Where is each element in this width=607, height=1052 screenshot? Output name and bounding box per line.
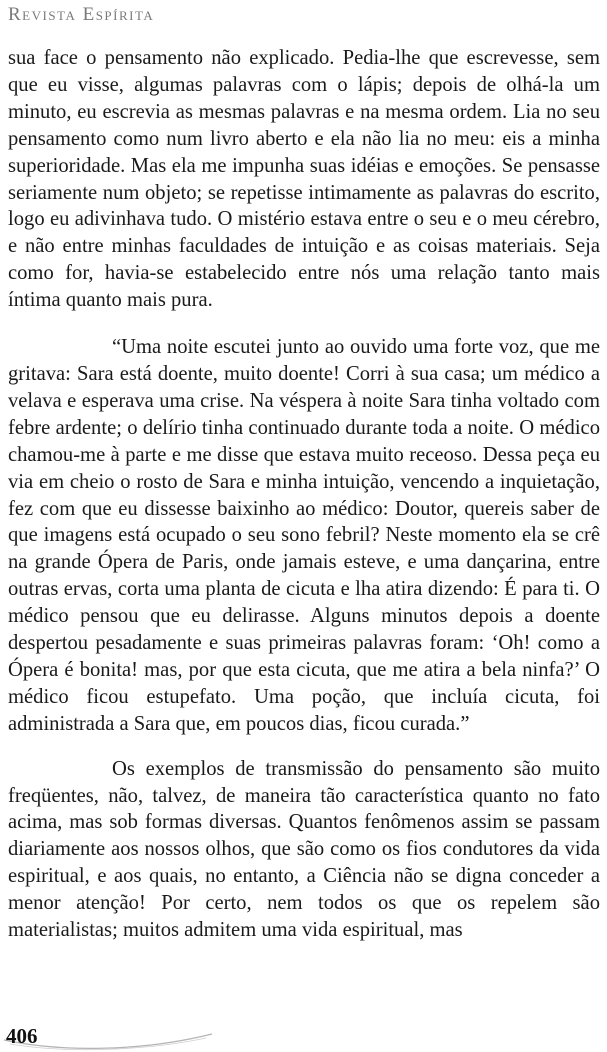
running-head-title: Revista Espírita [8, 4, 155, 25]
page-body [8, 45, 600, 944]
paragraph-continued: sua face o pensamento não explicado. Pedia-lhe que escrevesse, sem que eu visse, algumas palavras com o lápis; depois de olhá-la um minuto, eu escrevia as mesmas palavras e na mesma ordem. Lia no seu pensamento como num livro aberto e ela não lia no meu: eis a minha superioridade. Mas ela me impunha suas idéias e emoções. Se pensasse seriamente num objeto; se repetisse intimamente as palavras do escrito, logo eu adivinhava tudo. O mistério estava entre o seu e o meu cérebro, e não entre minhas faculdades de intuição e as coisas materiais. Seja como for, havia-se estabelecido entre nós uma relação tanto mais íntima quanto mais pura. [8, 47, 600, 312]
paragraph-thought-transmission: Os exemplos de transmissão do pensamento são muito freqüentes, não, talvez, de maneira tão característica quanto no fato acima, mas sob formas diversas. Quantos fenômenos assim se passam diariamente aos nossos olhos, que são como os fios condutores da vida espiritual, e aos quais, no entanto, a Ciência não se digna conceder a menor atenção! Por certo, nem todos os que os repelem são materialistas; muitos admitem uma vida espiritual, mas [8, 757, 600, 942]
paragraph-quoted-account: “Uma noite escutei junto ao ouvido uma forte voz, que me gritava: Sara está doente, muito doente! Corri à sua casa; um médico a velava e esperava uma crise. Na véspera à noite Sara tinha voltado com febre ardente; o delírio tinha continuado durante toda a noite. O médico chamou-me à parte e me disse que estava muito receoso. Dessa peça eu via em cheio o rosto de Sara e minha intuição, vencendo a inquietação, fez com que eu dissesse baixinho ao médico: Doutor, quereis saber de que imagens está ocupado o seu sono febril? Neste momento ela se crê na grande Ópera de Paris, onde jamais esteve, e uma dançarina, entre outras ervas, corta uma planta de cicuta e lha atira dizendo: É para ti. O médico pensou que eu delirasse. Alguns minutos depois a doente despertou pesadamente e suas primeiras palavras foram: ‘Oh! como a Ópera é bonita! mas, por que esta cicuta, que me atira a bela ninfa?’ O médico ficou estupefato. Uma poção, que incluía cicuta, foi administrada a Sara que, em poucos dias, ficou curada.” [8, 336, 600, 735]
page-number: 406 [6, 1024, 38, 1048]
